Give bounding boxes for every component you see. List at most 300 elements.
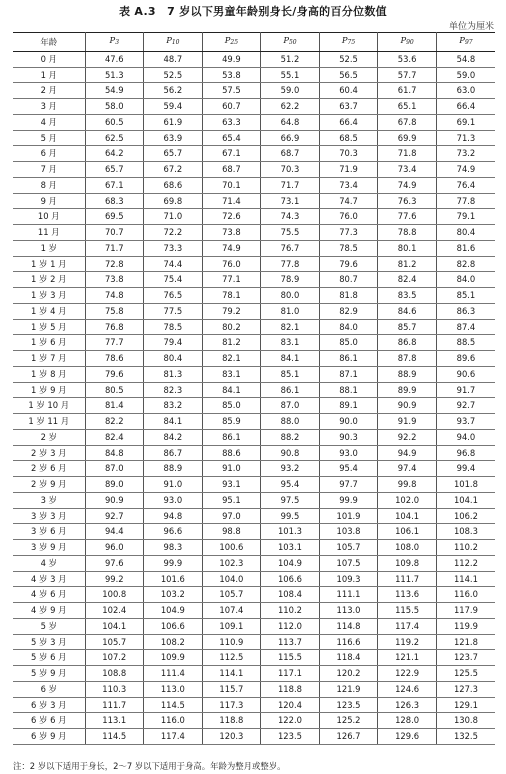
value-cell: 68.3 [85, 193, 144, 209]
table-row [13, 697, 495, 713]
value-cell: 123.7 [436, 650, 495, 666]
value-cell: 71.3 [436, 130, 495, 146]
value-cell: 106.1 [378, 524, 437, 540]
value-cell: 104.9 [144, 603, 203, 619]
value-cell: 77.3 [319, 225, 378, 241]
age-cell: 5 岁 9 月 [13, 666, 85, 682]
value-cell: 60.5 [85, 114, 144, 130]
table-row [13, 650, 495, 666]
table-row [13, 634, 495, 650]
value-cell: 74.8 [85, 288, 144, 304]
value-cell: 80.2 [202, 319, 261, 335]
value-cell: 77.8 [436, 193, 495, 209]
age-cell: 5 岁 3 月 [13, 634, 85, 650]
header-sub: 10 [171, 39, 180, 46]
value-cell: 81.2 [378, 256, 437, 272]
value-cell: 110.9 [202, 634, 261, 650]
value-cell: 82.1 [261, 319, 320, 335]
age-cell: 6 岁 [13, 681, 85, 697]
value-cell: 95.4 [261, 477, 320, 493]
value-cell: 85.0 [202, 398, 261, 414]
age-cell: 3 岁 6 月 [13, 524, 85, 540]
value-cell: 54.8 [436, 51, 495, 67]
value-cell: 71.4 [202, 193, 261, 209]
value-cell: 88.0 [261, 414, 320, 430]
value-cell: 94.8 [144, 508, 203, 524]
value-cell: 71.8 [378, 146, 437, 162]
value-cell: 67.1 [202, 146, 261, 162]
value-cell: 81.2 [202, 335, 261, 351]
value-cell: 77.7 [85, 335, 144, 351]
value-cell: 87.8 [378, 351, 437, 367]
value-cell: 87.4 [436, 319, 495, 335]
value-cell: 79.6 [85, 366, 144, 382]
value-cell: 65.4 [202, 130, 261, 146]
value-cell: 108.2 [144, 634, 203, 650]
table-row [13, 162, 495, 178]
table-row [13, 555, 495, 571]
value-cell: 97.7 [319, 477, 378, 493]
age-cell: 10 月 [13, 209, 85, 225]
value-cell: 75.4 [144, 272, 203, 288]
age-cell: 4 岁 6 月 [13, 587, 85, 603]
table-row [13, 618, 495, 634]
value-cell: 111.7 [378, 571, 437, 587]
age-cell: 3 月 [13, 99, 85, 115]
value-cell: 61.7 [378, 83, 437, 99]
value-cell: 118.4 [319, 650, 378, 666]
value-cell: 76.5 [144, 288, 203, 304]
header-p-letter: P [283, 35, 289, 45]
value-cell: 109.9 [144, 650, 203, 666]
value-cell: 66.4 [436, 99, 495, 115]
header-p-letter: P [400, 35, 407, 45]
value-cell: 99.9 [319, 492, 378, 508]
value-cell: 97.5 [261, 492, 320, 508]
value-cell: 78.8 [378, 225, 437, 241]
value-cell: 123.5 [261, 729, 320, 745]
value-cell: 102.0 [378, 492, 437, 508]
value-cell: 51.3 [85, 67, 144, 83]
value-cell: 83.5 [378, 288, 437, 304]
age-cell: 2 岁 6 月 [13, 461, 85, 477]
value-cell: 72.8 [85, 256, 144, 272]
value-cell: 73.8 [202, 225, 261, 241]
value-cell: 74.3 [261, 209, 320, 225]
value-cell: 93.1 [202, 477, 261, 493]
value-cell: 77.5 [144, 303, 203, 319]
value-cell: 75.5 [261, 225, 320, 241]
age-cell: 4 月 [13, 114, 85, 130]
table-row [13, 319, 495, 335]
value-cell: 102.4 [85, 603, 144, 619]
value-cell: 74.9 [436, 162, 495, 178]
value-cell: 73.2 [436, 146, 495, 162]
value-cell: 90.3 [319, 429, 378, 445]
value-cell: 71.7 [85, 240, 144, 256]
table-row [13, 209, 495, 225]
table-row [13, 177, 495, 193]
value-cell: 78.6 [85, 351, 144, 367]
value-cell: 84.1 [144, 414, 203, 430]
value-cell: 49.9 [202, 51, 261, 67]
age-cell: 6 月 [13, 146, 85, 162]
header-sub: 3 [115, 39, 120, 46]
header-p97 [436, 33, 495, 52]
table-row [13, 713, 495, 729]
value-cell: 76.0 [202, 256, 261, 272]
value-cell: 107.4 [202, 603, 261, 619]
value-cell: 119.2 [378, 634, 437, 650]
table-row [13, 193, 495, 209]
value-cell: 84.0 [319, 319, 378, 335]
header-p-letter: P [109, 35, 116, 45]
value-cell: 67.1 [85, 177, 144, 193]
value-cell: 85.7 [378, 319, 437, 335]
value-cell: 54.9 [85, 83, 144, 99]
value-cell: 108.3 [436, 524, 495, 540]
value-cell: 90.0 [319, 414, 378, 430]
value-cell: 98.8 [202, 524, 261, 540]
value-cell: 68.5 [319, 130, 378, 146]
value-cell: 104.1 [378, 508, 437, 524]
table-row [13, 272, 495, 288]
table-row [13, 382, 495, 398]
table-row [13, 603, 495, 619]
table-row [13, 461, 495, 477]
value-cell: 110.3 [85, 681, 144, 697]
value-cell: 87.0 [85, 461, 144, 477]
age-cell: 9 月 [13, 193, 85, 209]
value-cell: 80.4 [144, 351, 203, 367]
value-cell: 64.2 [85, 146, 144, 162]
value-cell: 62.5 [85, 130, 144, 146]
value-cell: 81.4 [85, 398, 144, 414]
age-cell: 7 月 [13, 162, 85, 178]
value-cell: 101.6 [144, 571, 203, 587]
age-cell: 2 岁 [13, 429, 85, 445]
table-row [13, 587, 495, 603]
value-cell: 112.5 [202, 650, 261, 666]
value-cell: 84.6 [378, 303, 437, 319]
table-row [13, 51, 495, 67]
header-sub: 90 [406, 39, 414, 46]
value-cell: 89.9 [378, 382, 437, 398]
value-cell: 99.4 [436, 461, 495, 477]
table-header-row [13, 33, 495, 52]
table-row [13, 508, 495, 524]
value-cell: 108.8 [85, 666, 144, 682]
value-cell: 111.4 [144, 666, 203, 682]
value-cell: 72.2 [144, 225, 203, 241]
value-cell: 90.8 [261, 445, 320, 461]
table-row [13, 146, 495, 162]
value-cell: 76.7 [261, 240, 320, 256]
value-cell: 74.7 [319, 193, 378, 209]
value-cell: 81.3 [144, 366, 203, 382]
value-cell: 59.4 [144, 99, 203, 115]
value-cell: 93.7 [436, 414, 495, 430]
value-cell: 87.0 [261, 398, 320, 414]
table-row [13, 729, 495, 745]
value-cell: 89.0 [85, 477, 144, 493]
table-row [13, 83, 495, 99]
value-cell: 63.3 [202, 114, 261, 130]
value-cell: 85.1 [261, 366, 320, 382]
value-cell: 76.0 [319, 209, 378, 225]
value-cell: 116.0 [144, 713, 203, 729]
age-cell: 1 岁 1 月 [13, 256, 85, 272]
value-cell: 76.4 [436, 177, 495, 193]
value-cell: 83.1 [261, 335, 320, 351]
table-row [13, 571, 495, 587]
value-cell: 88.1 [319, 382, 378, 398]
value-cell: 89.6 [436, 351, 495, 367]
header-p25 [202, 33, 261, 52]
value-cell: 70.3 [319, 146, 378, 162]
value-cell: 70.1 [202, 177, 261, 193]
table-row [13, 351, 495, 367]
value-cell: 79.6 [319, 256, 378, 272]
value-cell: 114.5 [144, 697, 203, 713]
value-cell: 91.9 [378, 414, 437, 430]
value-cell: 67.8 [378, 114, 437, 130]
age-cell: 1 岁 11 月 [13, 414, 85, 430]
value-cell: 104.1 [85, 618, 144, 634]
value-cell: 62.2 [261, 99, 320, 115]
value-cell: 129.1 [436, 697, 495, 713]
table-title: 表 A.3 7 岁以下男童年龄别身长/身高的百分位数值 [119, 5, 387, 18]
value-cell: 74.4 [144, 256, 203, 272]
value-cell: 107.5 [319, 555, 378, 571]
value-cell: 104.0 [202, 571, 261, 587]
value-cell: 108.4 [261, 587, 320, 603]
value-cell: 103.1 [261, 540, 320, 556]
value-cell: 58.0 [85, 99, 144, 115]
value-cell: 77.8 [261, 256, 320, 272]
value-cell: 48.7 [144, 51, 203, 67]
value-cell: 73.4 [378, 162, 437, 178]
value-cell: 98.3 [144, 540, 203, 556]
table-row [13, 492, 495, 508]
value-cell: 114.5 [85, 729, 144, 745]
value-cell: 65.7 [85, 162, 144, 178]
value-cell: 121.1 [378, 650, 437, 666]
value-cell: 99.2 [85, 571, 144, 587]
value-cell: 78.1 [202, 288, 261, 304]
value-cell: 57.7 [378, 67, 437, 83]
value-cell: 117.4 [144, 729, 203, 745]
value-cell: 100.6 [202, 540, 261, 556]
value-cell: 81.8 [319, 288, 378, 304]
value-cell: 115.7 [202, 681, 261, 697]
value-cell: 77.1 [202, 272, 261, 288]
age-cell: 6 岁 6 月 [13, 713, 85, 729]
value-cell: 117.3 [202, 697, 261, 713]
value-cell: 68.6 [144, 177, 203, 193]
value-cell: 81.6 [436, 240, 495, 256]
value-cell: 85.9 [202, 414, 261, 430]
value-cell: 121.8 [436, 634, 495, 650]
value-cell: 80.1 [378, 240, 437, 256]
value-cell: 70.3 [261, 162, 320, 178]
value-cell: 106.2 [436, 508, 495, 524]
value-cell: 86.1 [202, 429, 261, 445]
value-cell: 96.0 [85, 540, 144, 556]
value-cell: 86.3 [436, 303, 495, 319]
value-cell: 80.0 [261, 288, 320, 304]
value-cell: 69.8 [144, 193, 203, 209]
value-cell: 105.7 [202, 587, 261, 603]
table-row [13, 681, 495, 697]
value-cell: 47.6 [85, 51, 144, 67]
value-cell: 51.2 [261, 51, 320, 67]
value-cell: 120.2 [319, 666, 378, 682]
value-cell: 73.8 [85, 272, 144, 288]
value-cell: 125.2 [319, 713, 378, 729]
header-sub: 75 [347, 39, 356, 46]
value-cell: 118.8 [202, 713, 261, 729]
value-cell: 56.5 [319, 67, 378, 83]
value-cell: 77.6 [378, 209, 437, 225]
value-cell: 122.0 [261, 713, 320, 729]
value-cell: 71.7 [261, 177, 320, 193]
value-cell: 79.2 [202, 303, 261, 319]
value-cell: 101.3 [261, 524, 320, 540]
value-cell: 91.0 [144, 477, 203, 493]
value-cell: 53.8 [202, 67, 261, 83]
age-cell: 2 岁 9 月 [13, 477, 85, 493]
value-cell: 89.1 [319, 398, 378, 414]
unit-label: 单位为厘米 [448, 22, 494, 32]
value-cell: 79.1 [436, 209, 495, 225]
value-cell: 117.4 [378, 618, 437, 634]
table-row [13, 524, 495, 540]
value-cell: 60.4 [319, 83, 378, 99]
value-cell: 69.9 [378, 130, 437, 146]
value-cell: 127.3 [436, 681, 495, 697]
header-sub: 25 [230, 39, 239, 46]
value-cell: 94.0 [436, 429, 495, 445]
value-cell: 69.1 [436, 114, 495, 130]
age-cell: 11 月 [13, 225, 85, 241]
age-cell: 2 岁 3 月 [13, 445, 85, 461]
age-cell: 1 岁 7 月 [13, 351, 85, 367]
percentile-table [13, 32, 495, 745]
value-cell: 113.0 [319, 603, 378, 619]
value-cell: 90.9 [85, 492, 144, 508]
value-cell: 83.1 [202, 366, 261, 382]
value-cell: 76.3 [378, 193, 437, 209]
age-cell: 1 岁 6 月 [13, 335, 85, 351]
value-cell: 82.2 [85, 414, 144, 430]
value-cell: 122.9 [378, 666, 437, 682]
value-cell: 68.7 [261, 146, 320, 162]
value-cell: 84.1 [202, 382, 261, 398]
value-cell: 109.3 [319, 571, 378, 587]
value-cell: 104.1 [436, 492, 495, 508]
value-cell: 65.1 [378, 99, 437, 115]
value-cell: 101.9 [319, 508, 378, 524]
value-cell: 97.0 [202, 508, 261, 524]
age-cell: 1 岁 3 月 [13, 288, 85, 304]
value-cell: 99.9 [144, 555, 203, 571]
value-cell: 67.2 [144, 162, 203, 178]
value-cell: 84.1 [261, 351, 320, 367]
age-cell: 5 岁 [13, 618, 85, 634]
value-cell: 74.9 [202, 240, 261, 256]
value-cell: 130.8 [436, 713, 495, 729]
value-cell: 85.1 [436, 288, 495, 304]
value-cell: 125.5 [436, 666, 495, 682]
value-cell: 88.2 [261, 429, 320, 445]
table-row [13, 414, 495, 430]
value-cell: 71.9 [319, 162, 378, 178]
table-row [13, 477, 495, 493]
value-cell: 52.5 [144, 67, 203, 83]
table-row [13, 67, 495, 83]
value-cell: 91.0 [202, 461, 261, 477]
value-cell: 99.8 [378, 477, 437, 493]
value-cell: 132.5 [436, 729, 495, 745]
value-cell: 86.1 [261, 382, 320, 398]
value-cell: 70.7 [85, 225, 144, 241]
age-cell: 1 岁 [13, 240, 85, 256]
table-row [13, 240, 495, 256]
table-row [13, 288, 495, 304]
value-cell: 83.2 [144, 398, 203, 414]
table-body [13, 51, 495, 744]
value-cell: 84.8 [85, 445, 144, 461]
value-cell: 120.4 [261, 697, 320, 713]
value-cell: 61.9 [144, 114, 203, 130]
age-cell: 1 岁 5 月 [13, 319, 85, 335]
age-cell: 3 岁 9 月 [13, 540, 85, 556]
value-cell: 110.2 [436, 540, 495, 556]
value-cell: 114.1 [202, 666, 261, 682]
value-cell: 55.1 [261, 67, 320, 83]
value-cell: 111.1 [319, 587, 378, 603]
value-cell: 112.2 [436, 555, 495, 571]
header-p-letter: P [459, 35, 465, 45]
value-cell: 117.1 [261, 666, 320, 682]
age-cell: 1 岁 8 月 [13, 366, 85, 382]
value-cell: 90.6 [436, 366, 495, 382]
table-row [13, 99, 495, 115]
value-cell: 126.3 [378, 697, 437, 713]
age-cell: 4 岁 [13, 555, 85, 571]
value-cell: 114.1 [436, 571, 495, 587]
age-cell: 1 月 [13, 67, 85, 83]
value-cell: 91.7 [436, 382, 495, 398]
value-cell: 92.2 [378, 429, 437, 445]
value-cell: 113.7 [261, 634, 320, 650]
value-cell: 57.5 [202, 83, 261, 99]
value-cell: 93.2 [261, 461, 320, 477]
table-note: 注：2 岁以下适用于身长，2～7 岁以下适用于身高。年龄为整月或整岁。 [13, 761, 286, 771]
header-p50 [261, 33, 320, 52]
value-cell: 75.8 [85, 303, 144, 319]
table-row [13, 445, 495, 461]
value-cell: 97.6 [85, 555, 144, 571]
age-cell: 4 岁 9 月 [13, 603, 85, 619]
value-cell: 112.0 [261, 618, 320, 634]
value-cell: 80.7 [319, 272, 378, 288]
age-cell: 1 岁 9 月 [13, 382, 85, 398]
value-cell: 108.0 [378, 540, 437, 556]
value-cell: 93.0 [144, 492, 203, 508]
table-row [13, 429, 495, 445]
